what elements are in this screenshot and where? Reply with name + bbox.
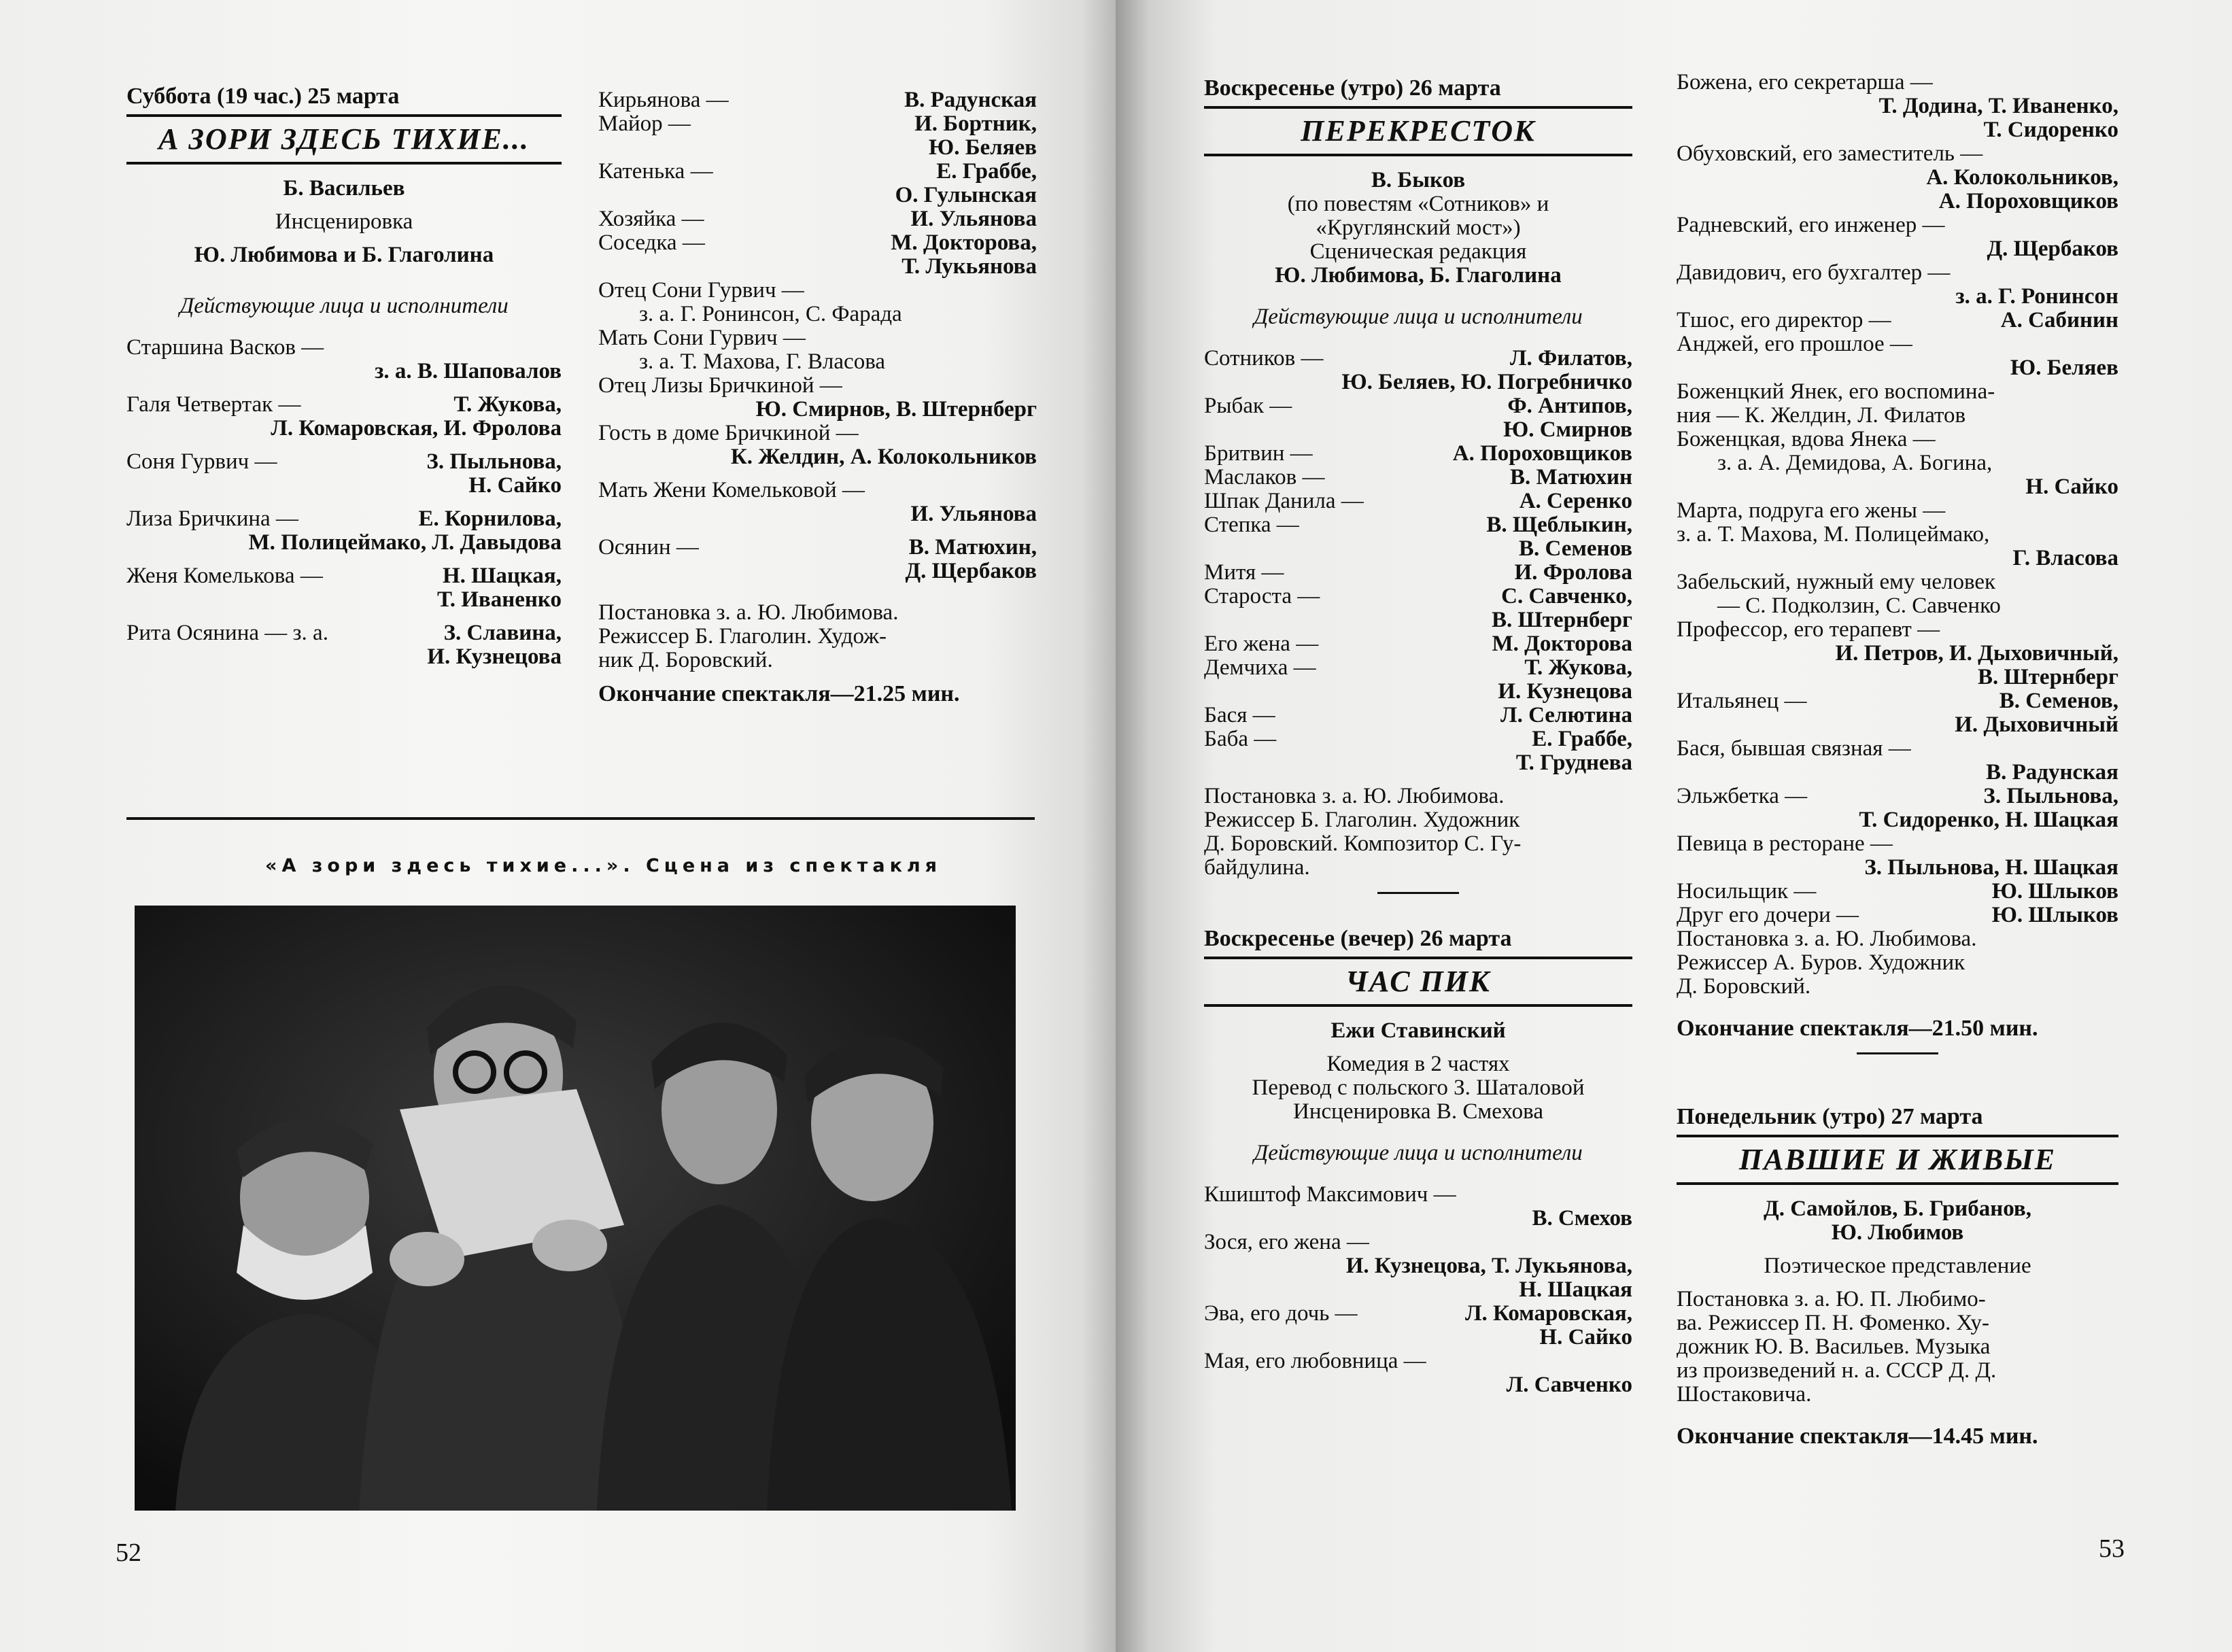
cast-role: Мать Сони Гурвич —	[598, 326, 806, 350]
play-title: ЧАС ПИК	[1345, 965, 1491, 998]
staging-by: Ю. Любимова и Б. Глаголина	[194, 243, 494, 267]
cast-entry	[1204, 1207, 1632, 1231]
photo-caption: «А зори здесь тихие...». Сцена из спектакля	[265, 855, 942, 876]
cast-entry	[1204, 561, 1632, 585]
cast-performers: З. Славина,	[443, 621, 562, 645]
divider	[126, 162, 562, 165]
cast-entry	[126, 564, 562, 588]
cast-performers: Т. Жукова,	[453, 392, 562, 417]
cast-entry	[1677, 666, 2118, 689]
cast-performers: Ф. Антипов,	[1507, 394, 1632, 418]
cast-role: Итальянец —	[1677, 689, 1807, 713]
cast-entry	[1204, 371, 1632, 394]
cast-role: Рита Осянина — з. а.	[126, 621, 328, 645]
cast-performers: з. а. Г. Ронинсон	[1955, 284, 2118, 309]
cast-role: Шпак Данила —	[1204, 489, 1364, 513]
cast-entry	[1677, 642, 2118, 666]
cast-entry	[1204, 727, 1632, 751]
cast-performers: Н. Шацкая,	[442, 564, 562, 588]
cast-role: Демчиха —	[1204, 655, 1316, 680]
cast-role: Гость в доме Бричкиной —	[598, 421, 859, 445]
cast-entry	[1204, 394, 1632, 418]
cast-entry	[1204, 1183, 1632, 1207]
cast-entry	[1677, 237, 2118, 261]
cast-role: Эльжбетка —	[1677, 784, 1808, 808]
cast-role: Майор —	[598, 111, 691, 136]
cast-entry	[1677, 118, 2118, 142]
divider	[1857, 1052, 1938, 1054]
cast-entry	[598, 421, 1037, 445]
play-source	[1204, 192, 1632, 264]
cast-performers: А. Пороховщиков	[1452, 441, 1632, 466]
cast-performers: — С. Подколзин, С. Савченко	[1717, 593, 2001, 618]
cast-entry	[598, 560, 1037, 583]
cast-performers: Ю. Смирнов, В. Штернберг	[755, 397, 1037, 421]
cast-role: Катенька —	[598, 159, 713, 184]
cast-entry	[598, 536, 1037, 560]
cast-entry	[1204, 1302, 1632, 1326]
cast-entry	[1204, 608, 1632, 632]
right-page	[1116, 0, 2232, 1652]
cast-performers: О. Гулынская	[895, 183, 1037, 207]
cast-role: Мать Жени Комельковой —	[598, 478, 865, 502]
cast-role: Тшос, его директор —	[1677, 308, 1891, 332]
cast-performers: Л. Комаровская,	[1464, 1301, 1632, 1326]
cast-entry	[1677, 737, 2118, 761]
end-time: Окончание спектакля—21.25 мин.	[598, 681, 960, 706]
play-author: Б. Васильев	[283, 176, 405, 201]
cast-performers: з. а. Г. Ронинсон, С. Фарада	[639, 302, 902, 326]
cast-entry	[598, 303, 1037, 326]
cast-entry	[1204, 656, 1632, 680]
cast-list	[598, 88, 1037, 583]
cast-role: Забельский, нужный ему человек	[1677, 570, 1996, 594]
cast-entry	[1677, 356, 2118, 380]
cast-entry	[1677, 142, 2118, 166]
play-genre: Поэтическое представление	[1764, 1254, 2031, 1278]
page-number: 53	[2099, 1534, 2125, 1563]
cast-role: Боженцкая, вдова Янека —	[1677, 427, 1936, 451]
cast-entry	[1204, 632, 1632, 656]
cast-entry	[598, 350, 1037, 374]
cast-role: Отец Сони Гурвич —	[598, 278, 804, 303]
cast-role: Галя Четвертак —	[126, 392, 301, 417]
cast-role: Рыбак —	[1204, 394, 1292, 418]
text-line: Постановка з. а. Ю. П. Любимо-	[1677, 1287, 1986, 1311]
cast-entry	[1677, 213, 2118, 237]
cast-performers: з. а. Т. Махова, Г. Власова	[639, 349, 885, 374]
cast-performers: Ю. Беляев	[929, 135, 1037, 160]
play-info	[1204, 1052, 1632, 1124]
cast-role: Боженцкий Янек, его воспомина-	[1677, 379, 1995, 404]
performance-date: Воскресенье (утро) 26 марта	[1204, 75, 1501, 101]
stage-photo	[135, 906, 1016, 1511]
cast-role: Кирьянова —	[598, 88, 729, 112]
cast-entry	[1677, 785, 2118, 808]
cast-entry	[1677, 285, 2118, 309]
text-line: Сценическая редакция	[1309, 239, 1527, 264]
cast-role: Певица в ресторане —	[1677, 831, 1893, 856]
cast-performers: з. а. А. Демидова, А. Богина,	[1717, 451, 1993, 475]
cast-entry	[1204, 751, 1632, 775]
cast-performers: Н. Сайко	[468, 473, 562, 498]
left-column-2	[598, 88, 1037, 706]
cast-role: Соседка —	[598, 230, 705, 255]
cast-role: Бася —	[1204, 703, 1275, 727]
cast-role: Эва, его дочь —	[1204, 1301, 1358, 1326]
cast-entry	[598, 136, 1037, 160]
text-line: Ю. Любимов	[1831, 1220, 1964, 1245]
cast-entry	[598, 231, 1037, 255]
cast-performers: Т. Лукьянова	[902, 254, 1037, 279]
cast-role: Осянин —	[598, 535, 699, 560]
text-line: Постановка з. а. Ю. Любимова.	[1677, 927, 1977, 951]
cast-entry	[1204, 1349, 1632, 1373]
cast-performers: И. Фролова	[1514, 560, 1632, 585]
divider	[1677, 1135, 2118, 1137]
cast-role: ния — К. Желдин, Л. Филатов	[1677, 403, 1966, 428]
editors: Ю. Любимова, Б. Глаголина	[1275, 263, 1562, 288]
performance-date: Суббота (19 час.) 25 марта	[126, 84, 400, 109]
cast-performers: Н. Сайко	[2025, 475, 2118, 499]
cast-header: Действующие лица и исполнители	[1254, 305, 1583, 329]
divider	[1204, 106, 1632, 109]
cast-header: Действующие лица и исполнители	[179, 294, 509, 318]
text-line: ва. Режиссер П. Н. Фоменко. Ху-	[1677, 1311, 1989, 1335]
cast-performers: А. Серенко	[1519, 489, 1632, 513]
cast-role: з. а. Т. Махова, М. Полицеймако,	[1677, 522, 1990, 547]
cast-entry	[126, 621, 562, 645]
cast-entry	[598, 502, 1037, 526]
cast-entry	[1677, 904, 2118, 927]
cast-role: Хозяйка —	[598, 207, 704, 231]
text-line: Д. Самойлов, Б. Грибанов,	[1764, 1197, 2031, 1221]
divider	[1204, 957, 1632, 959]
cast-performers: Д. Щербаков	[1987, 237, 2118, 261]
cast-performers: Т. Сидоренко, Н. Шацкая	[1859, 808, 2118, 832]
cast-entry	[598, 160, 1037, 184]
cast-performers: Е. Граббе,	[1532, 727, 1632, 751]
cast-performers: З. Пыльнова,	[1983, 784, 2118, 808]
cast-role: Зося, его жена —	[1204, 1230, 1369, 1254]
cast-role: Староста —	[1204, 584, 1320, 608]
cast-role: Соня Гурвич —	[126, 449, 277, 474]
cast-performers: В. Семенов,	[1999, 689, 2118, 713]
cast-entry	[1677, 309, 2118, 332]
cast-role: Бася, бывшая связная —	[1677, 736, 1911, 761]
cast-list	[1677, 71, 2118, 927]
cast-entry	[1677, 261, 2118, 285]
cast-role: Давидович, его бухгалтер —	[1677, 260, 1951, 285]
cast-performers: Ю. Смирнов	[1503, 417, 1632, 442]
cast-entry	[1204, 537, 1632, 561]
cast-entry	[1677, 380, 2118, 404]
cast-role: Носильщик —	[1677, 879, 1817, 904]
cast-entry	[1204, 1373, 1632, 1397]
cast-performers: А. Колокольников,	[1926, 165, 2118, 190]
cast-entry	[1204, 347, 1632, 371]
divider	[126, 114, 562, 117]
production-credits	[1677, 927, 2118, 999]
cast-performers: И. Кузнецова	[1498, 679, 1632, 704]
cast-entry	[1677, 332, 2118, 356]
cast-list	[126, 336, 562, 669]
cast-header: Действующие лица и исполнители	[1254, 1141, 1583, 1165]
divider	[1677, 1182, 2118, 1185]
cast-performers: К. Желдин, А. Колокольников	[730, 445, 1037, 469]
cast-performers: В. Радунская	[1986, 760, 2118, 785]
text-line: Комедия в 2 частях	[1326, 1052, 1510, 1076]
play-author: В. Быков	[1371, 168, 1466, 192]
cast-role: Марта, подруга его жены —	[1677, 498, 1946, 523]
cast-performers: Е. Граббе,	[936, 159, 1037, 184]
cast-entry	[1204, 1278, 1632, 1302]
cast-entry	[1677, 523, 2118, 547]
cast-role: Анджей, его прошлое —	[1677, 332, 1912, 356]
cast-entry	[126, 417, 562, 441]
text-line: Д. Боровский. Композитор С. Гу-	[1204, 831, 1522, 856]
production-credits	[1677, 1288, 2118, 1407]
production-credits	[1204, 785, 1632, 880]
play-authors	[1677, 1197, 2118, 1245]
cast-role: Мая, его любовница —	[1204, 1349, 1426, 1373]
performance-date: Воскресенье (вечер) 26 марта	[1204, 926, 1512, 951]
cast-performers: С. Савченко,	[1501, 584, 1632, 608]
cast-role: Баба —	[1204, 727, 1277, 751]
cast-entry	[126, 450, 562, 474]
production-credits	[598, 601, 1037, 672]
cast-performers: В. Радунская	[904, 88, 1037, 112]
cast-entry	[1677, 856, 2118, 880]
cast-entry	[126, 588, 562, 612]
cast-entry	[1677, 880, 2118, 904]
cast-entry	[126, 360, 562, 383]
cast-performers: Т. Груднева	[1515, 751, 1632, 775]
cast-entry	[126, 474, 562, 498]
cast-performers: З. Пыльнова,	[426, 449, 562, 474]
cast-entry	[1677, 689, 2118, 713]
cast-entry	[126, 393, 562, 417]
cast-performers: М. Докторова,	[891, 230, 1037, 255]
cast-entry	[1204, 1231, 1632, 1254]
cast-entry	[598, 88, 1037, 112]
cast-entry	[1677, 404, 2118, 428]
cast-entry	[1677, 71, 2118, 94]
cast-entry	[1204, 442, 1632, 466]
cast-entry	[1204, 680, 1632, 704]
cast-entry	[598, 374, 1037, 398]
cast-entry	[1677, 832, 2118, 856]
cast-entry	[1677, 761, 2118, 785]
cast-entry	[1204, 489, 1632, 513]
cast-entry	[1677, 94, 2118, 118]
section-divider	[126, 817, 1035, 820]
cast-entry	[1204, 1326, 1632, 1349]
text-line: Шостаковича.	[1677, 1382, 1812, 1407]
cast-performers: Ю. Шлыков	[1991, 903, 2118, 927]
text-line: дожник Ю. В. Васильев. Музыка	[1677, 1335, 1991, 1359]
cast-performers: В. Смехов	[1532, 1206, 1632, 1231]
cast-role: Профессор, его терапевт —	[1677, 617, 1940, 642]
cast-performers: Ю. Шлыков	[1991, 879, 2118, 904]
text-line: Постановка з. а. Ю. Любимова.	[1204, 784, 1505, 808]
cast-performers: Т. Иваненко	[437, 587, 562, 612]
cast-entry	[126, 531, 562, 555]
text-line: (по повестям «Сотников» и	[1287, 192, 1549, 216]
cast-performers: Н. Сайко	[1539, 1325, 1632, 1349]
cast-performers: И. Кузнецова, Т. Лукьянова,	[1345, 1254, 1632, 1278]
cast-entry	[1677, 499, 2118, 523]
cast-role: Женя Комелькова —	[126, 564, 323, 588]
divider	[1204, 154, 1632, 156]
text-line: «Круглянский мост»)	[1316, 216, 1521, 240]
cast-performers: А. Пороховщиков	[1938, 189, 2118, 213]
cast-entry	[598, 255, 1037, 279]
cast-performers: И. Ульянова	[910, 207, 1037, 231]
play-author: Ежи Ставинский	[1330, 1018, 1506, 1043]
performance-date: Понедельник (утро) 27 марта	[1677, 1104, 1983, 1129]
cast-performers: И. Дыховичный	[1955, 712, 2118, 737]
cast-role: Божена, его секретарша —	[1677, 70, 1933, 94]
cast-entry	[598, 479, 1037, 502]
cast-entry	[1204, 1254, 1632, 1278]
cast-entry	[1677, 428, 2118, 451]
cast-entry	[598, 207, 1037, 231]
staging-label: Инсценировка	[275, 209, 413, 234]
cast-role: Друг его дочери —	[1677, 903, 1859, 927]
end-time: Окончание спектакля—14.45 мин.	[1677, 1424, 2038, 1449]
cast-role: Маслаков —	[1204, 465, 1325, 489]
cast-entry	[1677, 713, 2118, 737]
right-column-2	[1677, 71, 2118, 1448]
cast-performers: М. Докторова	[1492, 632, 1632, 656]
divider	[1204, 1004, 1632, 1007]
text-line: Перевод с польского З. Шаталовой	[1252, 1075, 1585, 1100]
cast-performers: М. Полицеймако, Л. Давыдова	[248, 530, 562, 555]
left-column-1	[126, 82, 562, 669]
cast-performers: Ю. Беляев	[2010, 356, 2118, 380]
play-title: ПАВШИЕ И ЖИВЫЕ	[1738, 1143, 2057, 1176]
cast-entry	[126, 507, 562, 531]
cast-list	[1204, 1183, 1632, 1397]
cast-role: Радневский, его инженер —	[1677, 213, 1945, 237]
cast-entry	[1677, 808, 2118, 832]
cast-entry	[1204, 466, 1632, 489]
cast-role: Лиза Бричкина —	[126, 506, 298, 531]
text-line: Д. Боровский.	[1677, 974, 1811, 999]
cast-performers: И. Петров, И. Дыховичный,	[1835, 641, 2118, 666]
cast-entry	[598, 398, 1037, 421]
cast-performers: Т. Сидоренко	[1983, 118, 2118, 142]
cast-entry	[1204, 704, 1632, 727]
cast-entry	[1677, 190, 2118, 213]
text-line: из произведений н. а. СССР Д. Д.	[1677, 1358, 1997, 1383]
cast-entry	[1677, 547, 2118, 570]
cast-role: Отец Лизы Бричкиной —	[598, 373, 842, 398]
stage-photo-image	[135, 906, 1016, 1511]
play-title: ПЕРЕКРЕСТОК	[1301, 114, 1536, 148]
text-line: Режиссер Б. Глаголин. Худож-	[598, 624, 887, 649]
cast-performers: В. Щеблыкин,	[1486, 513, 1632, 537]
cast-role: Старшина Васков —	[126, 335, 324, 360]
cast-performers: Л. Филатов,	[1509, 346, 1632, 371]
cast-entry	[126, 645, 562, 669]
cast-role: Обуховский, его заместитель —	[1677, 141, 1983, 166]
cast-performers: Г. Власова	[2012, 546, 2118, 570]
cast-role: Его жена —	[1204, 632, 1319, 656]
cast-performers: И. Ульянова	[910, 502, 1037, 526]
cast-role: Сотников —	[1204, 346, 1324, 371]
cast-entry	[1204, 418, 1632, 442]
cast-entry	[598, 184, 1037, 207]
cast-performers: Д. Щербаков	[905, 559, 1037, 583]
cast-entry	[598, 112, 1037, 136]
end-time: Окончание спектакля—21.50 мин.	[1677, 1016, 2038, 1041]
cast-performers: Т. Додина, Т. Иваненко,	[1878, 94, 2118, 118]
divider	[1377, 892, 1459, 894]
text-line: ник Д. Боровский.	[598, 648, 773, 672]
right-column-1	[1204, 73, 1632, 1397]
cast-entry	[126, 336, 562, 360]
cast-role: Кшиштоф Максимович —	[1204, 1182, 1456, 1207]
cast-performers: В. Матюхин	[1510, 465, 1632, 489]
cast-entry	[1204, 585, 1632, 608]
text-line: Режиссер Б. Глаголин. Художник	[1204, 808, 1520, 832]
cast-performers: Т. Жукова,	[1524, 655, 1632, 680]
cast-role: Степка —	[1204, 513, 1299, 537]
cast-entry	[1677, 570, 2118, 594]
cast-performers: З. Пыльнова, Н. Шацкая	[1864, 855, 2118, 880]
cast-performers: Л. Савченко	[1506, 1373, 1632, 1397]
cast-performers: А. Сабинин	[2000, 308, 2118, 332]
page-number: 52	[116, 1538, 141, 1567]
cast-performers: з. а. В. Шаповалов	[375, 359, 562, 383]
cast-performers: Е. Корнилова,	[418, 506, 562, 531]
cast-performers: И. Кузнецова	[427, 644, 562, 669]
cast-entry	[1677, 166, 2118, 190]
cast-performers: В. Штернберг	[1977, 665, 2118, 689]
cast-entry	[598, 326, 1037, 350]
cast-performers: Л. Комаровская, И. Фролова	[271, 416, 562, 441]
text-line: Постановка з. а. Ю. Любимова.	[598, 600, 899, 625]
text-line: Режиссер А. Буров. Художник	[1677, 950, 1965, 975]
text-line: Инсценировка В. Смехова	[1293, 1099, 1543, 1124]
cast-entry	[598, 279, 1037, 303]
cast-role: Бритвин —	[1204, 441, 1313, 466]
text-line: байдулина.	[1204, 855, 1310, 880]
cast-performers: Н. Шацкая	[1519, 1277, 1632, 1302]
cast-role: Митя —	[1204, 560, 1284, 585]
cast-list	[1204, 347, 1632, 775]
cast-performers: Ю. Беляев, Ю. Погребничко	[1341, 370, 1632, 394]
cast-performers: В. Матюхин,	[908, 535, 1037, 560]
cast-performers: В. Штернберг	[1491, 608, 1632, 632]
play-title: А ЗОРИ ЗДЕСЬ ТИХИЕ...	[158, 122, 530, 156]
cast-performers: В. Семенов	[1518, 536, 1632, 561]
cast-performers: И. Бортник,	[914, 111, 1037, 136]
cast-performers: Л. Селютина	[1500, 703, 1632, 727]
cast-entry	[1677, 475, 2118, 499]
cast-entry	[598, 445, 1037, 469]
cast-entry	[1677, 594, 2118, 618]
cast-entry	[1204, 513, 1632, 537]
cast-entry	[1677, 618, 2118, 642]
cast-entry	[1677, 451, 2118, 475]
